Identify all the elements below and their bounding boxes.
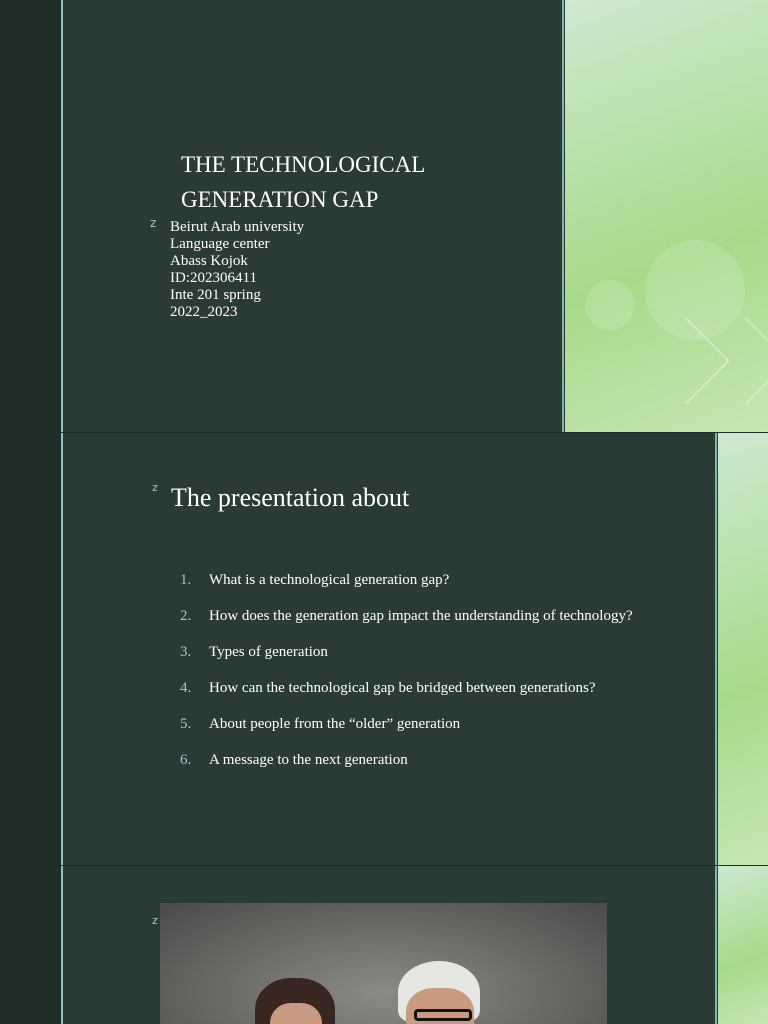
- bullet-z-icon: z: [152, 914, 158, 927]
- list-item: [180, 641, 640, 664]
- subtitle-line: Abass Kojok: [170, 253, 248, 269]
- list-item-text: About people from the “older” generation: [209, 716, 461, 732]
- generations-photo: [160, 903, 607, 1024]
- left-accent-rule: [61, 433, 63, 865]
- left-accent-rule: [61, 0, 63, 432]
- green-decor-panel: [718, 433, 768, 865]
- list-number: 1.: [180, 572, 192, 588]
- left-band: [0, 433, 61, 865]
- green-panel-rule: [562, 0, 564, 432]
- slide-photo: [0, 866, 768, 1024]
- subtitle-line: Beirut Arab university: [170, 219, 305, 235]
- list-item: [180, 569, 640, 592]
- list-item: [180, 605, 640, 628]
- list-item: [180, 749, 640, 772]
- agenda-heading: The presentation about: [171, 483, 410, 512]
- green-panel-rule: [715, 866, 717, 1024]
- list-number: 2.: [180, 608, 192, 624]
- decor-circle: [645, 240, 745, 340]
- list-item-text: What is a technological generation gap?: [209, 572, 450, 588]
- green-decor-panel: [718, 866, 768, 1024]
- list-number: 5.: [180, 716, 192, 732]
- slide-title-text: THE TECHNOLOGICAL GENERATION GAP: [181, 152, 425, 212]
- list-number: 3.: [180, 644, 192, 660]
- left-accent-rule: [61, 866, 63, 1024]
- list-item: [180, 713, 640, 736]
- subtitle-line: Inte 201 spring: [170, 287, 261, 303]
- slide-title: [0, 0, 768, 432]
- decor-circle: [585, 280, 635, 330]
- list-item-text: How can the technological gap be bridged between generations?: [209, 680, 596, 696]
- subtitle-line: ID:202306411: [170, 270, 257, 286]
- slide-agenda: [0, 433, 768, 865]
- subtitle-line: 2022_2023: [170, 304, 238, 320]
- list-number: 4.: [180, 680, 192, 696]
- green-decor-panel: [565, 0, 768, 432]
- list-item-text: Types of generation: [209, 644, 328, 660]
- bullet-z-icon: z: [152, 481, 158, 494]
- bullet-z-icon: z: [150, 216, 157, 230]
- green-panel-rule: [715, 433, 717, 865]
- left-band: [0, 866, 61, 1024]
- subtitle-line: Language center: [170, 236, 270, 252]
- agenda-list: [180, 569, 640, 785]
- glasses-icon: [414, 1009, 472, 1021]
- list-number: 6.: [180, 752, 192, 768]
- list-item-text: How does the generation gap impact the understanding of technology?: [209, 608, 633, 624]
- left-band: [0, 0, 61, 432]
- list-item-text: A message to the next generation: [209, 752, 408, 768]
- slide-subtitle: [170, 219, 304, 321]
- list-item: [180, 677, 640, 700]
